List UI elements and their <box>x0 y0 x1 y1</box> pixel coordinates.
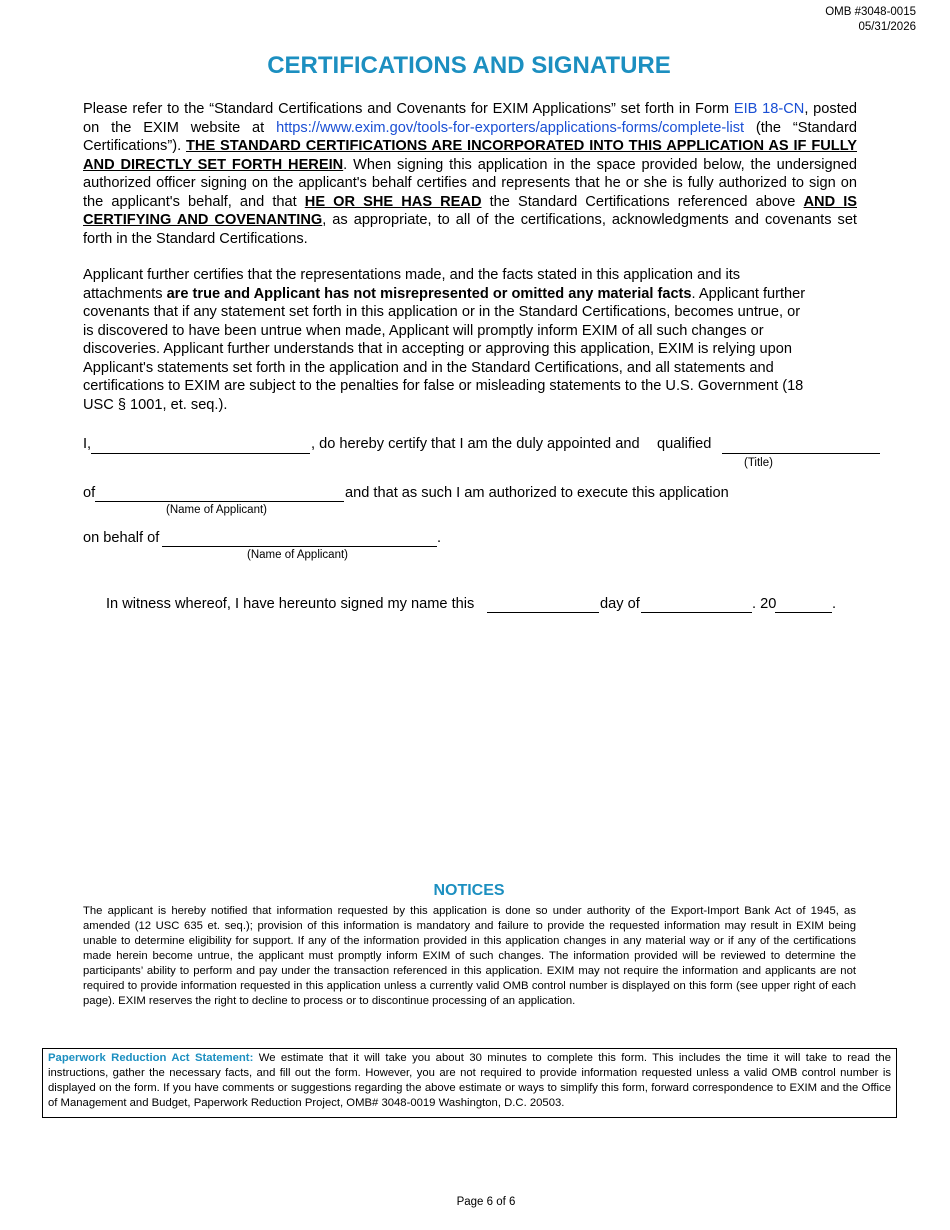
p1-emphasis-has-read: HE OR SHE HAS READ <box>304 193 482 210</box>
applicant-caption-1: (Name of Applicant) <box>166 504 267 516</box>
applicant-certification-paragraph <box>83 266 857 414</box>
p1-text-2: , posted on the EXIM website at <box>83 101 857 136</box>
p1-text-4: . When signing this application in the space provided below, the undersigned authorized officer signing on the applicant's behalf certifies and represents that he or she is fully authorized to sign on the applicant's behalf, and that <box>83 156 858 210</box>
i-label: I, <box>83 436 92 452</box>
exim-forms-url-link[interactable]: https://www.exim.gov/tools-for-exporters/applications-forms/complete-list <box>276 119 745 136</box>
witness-end-period: . <box>832 596 837 612</box>
day-field[interactable] <box>487 612 599 613</box>
form-eib-18-cn-link[interactable]: EIB 18-CN <box>733 101 805 117</box>
standard-certifications-paragraph <box>83 100 857 248</box>
p2-line-2 <box>83 285 857 304</box>
p2-line-7: certifications to EXIM are subject to the penalties for false or misleading statements to the U.S. Government (18 <box>83 378 804 394</box>
authorized-text: and that as such I am authorized to execute this application <box>345 485 729 501</box>
witness-text: In witness whereof, I have hereunto signed my name this <box>106 596 475 612</box>
p2-line-2-post: . Applicant further <box>691 285 806 302</box>
title-caption: (Title) <box>744 457 773 469</box>
p2-bold-true-statement: are true and Applicant has not misrepresented or omitted any material facts <box>166 285 692 302</box>
p2-line-8: USC § 1001, et. seq.). <box>83 396 228 413</box>
signer-name-field[interactable] <box>91 453 310 454</box>
notices-title: NOTICES <box>433 882 505 899</box>
paperwork-reduction-box <box>42 1048 897 1118</box>
p1-emphasis-incorporated: THE STANDARD CERTIFICATIONS ARE INCORPORATED INTO THIS APPLICATION AS IF FULLY AND DIRECTLY SET FORTH HEREIN <box>83 138 858 173</box>
paperwork-reduction-label: Paperwork Reduction Act Statement: <box>48 1052 254 1064</box>
year-label: . 20 <box>752 596 777 612</box>
p2-line-4: is discovered to have been untrue when made, Applicant will promptly inform EXIM of all such changes or <box>83 322 764 339</box>
omb-header <box>825 5 916 35</box>
paperwork-reduction-text: We estimate that it will take you about 30 minutes to complete this form. This includes the time it will take to read the instructions, gather the necessary facts, and fill out the form. However, you are not required to provide information requested unless a valid OMB control number is displayed on the form. If you have comments or suggestions regarding the above estimate or ways to simplify this form, forward correspondence to EXIM and the Office of Management and Budget, Paperwork Reduction Project, OMB# 3048-0019 Washington, D.C. 20503. <box>48 1052 891 1109</box>
on-behalf-period: . <box>437 530 442 546</box>
expiration-date: 05/31/2026 <box>858 21 916 33</box>
certify-text: , do hereby certify that I am the duly appointed and <box>311 436 640 452</box>
page-number: Page 6 of 6 <box>456 1196 516 1208</box>
p1-text-1: Please refer to the “Standard Certifications and Covenants for EXIM Applications” set forth in Form <box>83 101 734 117</box>
omb-number: OMB #3048-0015 <box>825 6 916 18</box>
notices-text: The applicant is hereby notified that information requested by this application is done so under authority of the Export-Import Bank Act of 1945, as amended (12 USC 635 et. seq.); provision of this information is mandatory and failure to provide the requested information may result in EXIM being unable to determine eligibility for support. If any of the information provided in this application changes in any material way or if any of the certifications made herein become untrue, the applicant must promptly inform EXIM of such changes. The information provided will be reviewed to determine the participants’ ability to perform and pay under the transaction referenced in this application. EXIM may not require the information and applicants are not required to provide information requested in this application unless a currently valid OMB control number is displayed on this form (see upper right of each page). EXIM reserves the right to decline to process or to discontinue processing of an application. <box>83 905 856 1007</box>
p2-line-6: Applicant's statements set forth in the application and in the Standard Certifications, and all statements and <box>83 359 774 376</box>
year-field[interactable] <box>775 612 832 613</box>
day-of-label: day of <box>600 596 640 612</box>
p1-text-6: , as appropriate, to all of the certifications, acknowledgments and covenants set forth in the Standard Certifications. <box>83 212 857 247</box>
applicant-name-field-2[interactable] <box>162 546 437 547</box>
p1-text-5: the Standard Certifications referenced above <box>481 193 804 210</box>
on-behalf-label: on behalf of <box>83 530 160 546</box>
p1-emphasis-certifying: AND IS CERTIFYING AND COVENANTING <box>83 193 857 228</box>
p2-line-2-pre: attachments <box>83 285 167 302</box>
p2-line-5: discoveries. Applicant further understands that in accepting or approving this application, EXIM is relying upon <box>83 341 793 357</box>
applicant-caption-2: (Name of Applicant) <box>247 549 348 561</box>
month-field[interactable] <box>641 612 752 613</box>
qualified-label: qualified <box>657 436 712 452</box>
p1-text-3: (the “Standard Certifications”). <box>83 119 857 154</box>
applicant-name-field-1[interactable] <box>95 501 344 502</box>
page-title: CERTIFICATIONS AND SIGNATURE <box>267 52 671 79</box>
p2-line-3: covenants that if any statement set forth in this application or in the Standard Certifications, becomes untrue, or <box>83 304 801 320</box>
p2-line-1: Applicant further certifies that the representations made, and the facts stated in this application and its <box>83 267 741 283</box>
of-label: of <box>83 485 96 501</box>
title-field[interactable] <box>722 453 880 454</box>
